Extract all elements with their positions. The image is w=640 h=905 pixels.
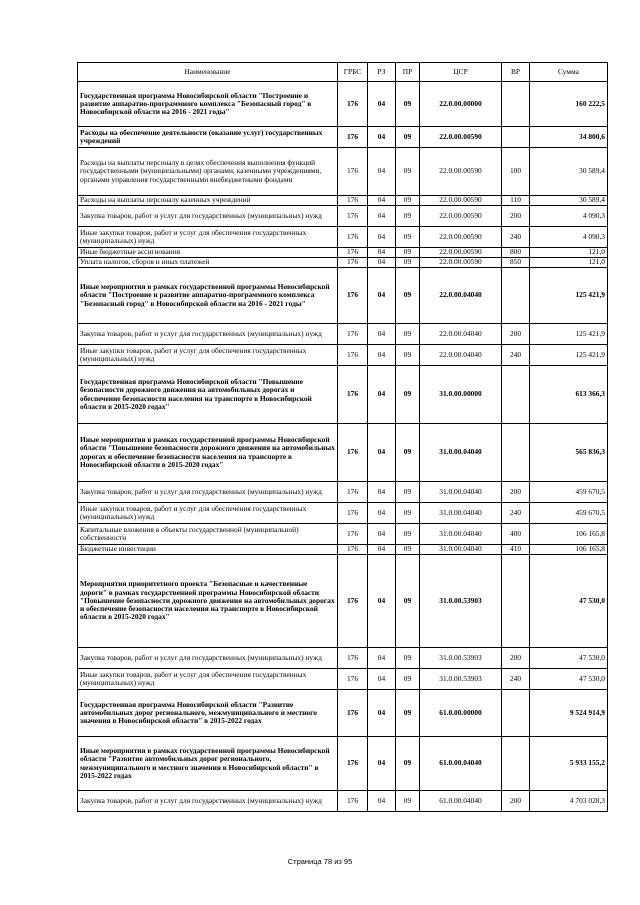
row-name-cell: Мероприятия приоритетного проекта "Безопасные и качественные дороги" в рамках государственной программы Новосибирской области "Повышение безопасности дорожного движения на автомобильных дорогах и обеспечение безопасности населения на транспорте в Новосибирской области в 2015-2020 годах" (78, 555, 338, 648)
row-csr-cell: 31.0.00.04040 (420, 482, 502, 503)
row-name-cell: Закупка товаров, работ и услуг для государственных (муниципальных) нужд (78, 482, 338, 503)
row-vr-cell: 110 (502, 196, 530, 206)
row-sum-cell: 125 421,9 (530, 268, 608, 324)
budget-table (77, 62, 608, 812)
row-vr-cell (502, 366, 530, 424)
row-csr-cell: 31.0.00.53903 (420, 555, 502, 648)
row-vr-cell: 410 (502, 545, 530, 555)
table-row (78, 366, 608, 424)
table-body (78, 82, 608, 812)
row-pr-cell: 09 (396, 268, 420, 324)
row-grbs-cell: 176 (338, 366, 368, 424)
row-name-cell: Иные закупки товаров, работ и услуг для обеспечения государственных (муниципальных) нужд (78, 503, 338, 524)
row-rz-cell: 04 (368, 690, 396, 737)
row-csr-cell: 22.0.00.00590 (420, 196, 502, 206)
row-vr-cell: 240 (502, 345, 530, 366)
row-name-cell: Иные мероприятия в рамках государственной программы Новосибирской области "Развитие автомобильных дорог регионального, межмуниципального и местного значения в Новосибирской области" в 2015-2022 годах (78, 737, 338, 791)
row-pr-cell: 09 (396, 690, 420, 737)
row-grbs-cell: 176 (338, 324, 368, 345)
row-grbs-cell: 176 (338, 482, 368, 503)
row-sum-cell: 30 589,4 (530, 196, 608, 206)
row-csr-cell: 22.0.00.04040 (420, 268, 502, 324)
row-rz-cell: 04 (368, 648, 396, 669)
row-rz-cell: 04 (368, 127, 396, 148)
row-sum-cell: 5 933 155,2 (530, 737, 608, 791)
row-rz-cell: 04 (368, 555, 396, 648)
row-vr-cell: 240 (502, 503, 530, 524)
row-vr-cell: 200 (502, 324, 530, 345)
row-grbs-cell: 176 (338, 227, 368, 248)
row-sum-cell: 106 165,8 (530, 545, 608, 555)
table-row (78, 258, 608, 268)
row-pr-cell: 09 (396, 82, 420, 127)
table-row (78, 424, 608, 482)
row-grbs-cell: 176 (338, 345, 368, 366)
row-rz-cell: 04 (368, 737, 396, 791)
table-row (78, 227, 608, 248)
row-sum-cell: 47 530,0 (530, 648, 608, 669)
row-pr-cell: 09 (396, 482, 420, 503)
header-pr: ПР (396, 63, 420, 82)
row-rz-cell: 04 (368, 791, 396, 812)
row-name-cell: Уплата налогов, сборов и иных платежей (78, 258, 338, 268)
row-pr-cell: 09 (396, 206, 420, 227)
row-grbs-cell: 176 (338, 268, 368, 324)
row-sum-cell: 106 165,8 (530, 524, 608, 545)
row-vr-cell: 200 (502, 206, 530, 227)
row-pr-cell: 09 (396, 791, 420, 812)
row-sum-cell: 47 530,0 (530, 669, 608, 690)
row-vr-cell: 850 (502, 258, 530, 268)
row-csr-cell: 22.0.00.04040 (420, 345, 502, 366)
row-rz-cell: 04 (368, 424, 396, 482)
row-pr-cell: 09 (396, 324, 420, 345)
row-sum-cell: 125 421,9 (530, 345, 608, 366)
row-csr-cell: 31.0.00.53903 (420, 648, 502, 669)
row-rz-cell: 04 (368, 545, 396, 555)
row-rz-cell: 04 (368, 345, 396, 366)
row-grbs-cell: 176 (338, 503, 368, 524)
row-csr-cell: 31.0.00.04040 (420, 503, 502, 524)
table-row (78, 555, 608, 648)
row-grbs-cell: 176 (338, 669, 368, 690)
row-sum-cell: 30 589,4 (530, 148, 608, 196)
table-row (78, 737, 608, 791)
row-rz-cell: 04 (368, 82, 396, 127)
row-rz-cell: 04 (368, 206, 396, 227)
row-vr-cell (502, 82, 530, 127)
row-grbs-cell: 176 (338, 148, 368, 196)
table-row (78, 482, 608, 503)
row-pr-cell: 09 (396, 196, 420, 206)
row-sum-cell: 34 800,6 (530, 127, 608, 148)
header-csr: ЦСР (420, 63, 502, 82)
row-csr-cell: 22.0.00.00590 (420, 148, 502, 196)
row-name-cell: Иные мероприятия в рамках государственной программы Новосибирской области "Повышение безопасности дорожного движения на автомобильных дорогах и обеспечение безопасности населения на транспорте в Новосибирской области в 2015-2020 годах" (78, 424, 338, 482)
table-header-row (78, 63, 608, 82)
header-grbs: ГРБС (338, 63, 368, 82)
row-vr-cell: 200 (502, 482, 530, 503)
row-grbs-cell: 176 (338, 524, 368, 545)
row-vr-cell (502, 737, 530, 791)
row-name-cell: Государственная программа Новосибирской области "Повышение безопасности дорожного движения на автомобильных дорогах и обеспечение безопасности населения на транспорте в Новосибирской области в 2015-2020 годах" (78, 366, 338, 424)
row-grbs-cell: 176 (338, 206, 368, 227)
row-pr-cell: 09 (396, 424, 420, 482)
row-grbs-cell: 176 (338, 82, 368, 127)
row-grbs-cell: 176 (338, 737, 368, 791)
row-rz-cell: 04 (368, 524, 396, 545)
row-grbs-cell: 176 (338, 196, 368, 206)
table-row (78, 196, 608, 206)
row-csr-cell: 61.0.00.04040 (420, 791, 502, 812)
table-row (78, 248, 608, 258)
row-rz-cell: 04 (368, 148, 396, 196)
row-sum-cell: 459 670,5 (530, 482, 608, 503)
row-name-cell: Капитальные вложения в объекты государственной (муниципальной) собственности (78, 524, 338, 545)
header-sum: Сумма (530, 63, 608, 82)
row-csr-cell: 31.0.00.53903 (420, 669, 502, 690)
row-name-cell: Иные мероприятия в рамках государственной программы Новосибирской области "Построение и развитие аппаратно-программного комплекса "Безопасный город" в Новосибирской области на 2016 - 2021 годы" (78, 268, 338, 324)
row-name-cell: Иные бюджетные ассигнования (78, 248, 338, 258)
row-pr-cell: 09 (396, 366, 420, 424)
row-name-cell: Расходы на обеспечение деятельности (оказание услуг) государственных учреждений (78, 127, 338, 148)
row-vr-cell: 200 (502, 648, 530, 669)
row-csr-cell: 61.0.00.04040 (420, 737, 502, 791)
row-name-cell: Иные закупки товаров, работ и услуг для обеспечения государственных (муниципальных) нужд (78, 669, 338, 690)
row-csr-cell: 22.0.00.00590 (420, 206, 502, 227)
row-vr-cell: 100 (502, 148, 530, 196)
row-vr-cell (502, 555, 530, 648)
row-name-cell: Государственная программа Новосибирской области "Построение и развитие аппаратно-программного комплекса "Безопасный город" в Новосибирской области на 2016 - 2021 годы" (78, 82, 338, 127)
row-rz-cell: 04 (368, 227, 396, 248)
row-csr-cell: 22.0.00.04040 (420, 324, 502, 345)
table-row (78, 345, 608, 366)
row-pr-cell: 09 (396, 648, 420, 669)
row-csr-cell: 31.0.00.00000 (420, 366, 502, 424)
row-vr-cell: 240 (502, 227, 530, 248)
row-pr-cell: 09 (396, 345, 420, 366)
row-sum-cell: 4 090,3 (530, 206, 608, 227)
row-pr-cell: 09 (396, 248, 420, 258)
row-pr-cell: 09 (396, 669, 420, 690)
header-vr: ВР (502, 63, 530, 82)
row-pr-cell: 09 (396, 227, 420, 248)
row-csr-cell: 22.0.00.00590 (420, 127, 502, 148)
row-name-cell: Иные закупки товаров, работ и услуг для обеспечения государственных (муниципальных) нужд (78, 227, 338, 248)
table-row (78, 791, 608, 812)
page-number: Страница 78 из 95 (287, 857, 353, 866)
table-row (78, 127, 608, 148)
row-sum-cell: 4 090,3 (530, 227, 608, 248)
row-csr-cell: 22.0.00.00590 (420, 227, 502, 248)
row-grbs-cell: 176 (338, 258, 368, 268)
row-csr-cell: 22.0.00.00590 (420, 248, 502, 258)
row-rz-cell: 04 (368, 248, 396, 258)
row-grbs-cell: 176 (338, 424, 368, 482)
row-grbs-cell: 176 (338, 690, 368, 737)
row-grbs-cell: 176 (338, 545, 368, 555)
row-name-cell: Государственная программа Новосибирской области "Развитие автомобильных дорог регионального, межмуниципального и местного значения в Новосибирской области" в 2015-2022 годах (78, 690, 338, 737)
row-vr-cell (502, 268, 530, 324)
row-vr-cell (502, 690, 530, 737)
row-csr-cell: 22.0.00.00590 (420, 258, 502, 268)
row-pr-cell: 09 (396, 737, 420, 791)
row-name-cell: Закупка товаров, работ и услуг для государственных (муниципальных) нужд (78, 206, 338, 227)
table-row (78, 148, 608, 196)
row-sum-cell: 565 836,3 (530, 424, 608, 482)
row-name-cell: Расходы на выплаты персоналу в целях обеспечения выполнения функций государственными (муниципальными) органами, казенными учреждениями, органами управления государственными внебюджетными фондами (78, 148, 338, 196)
row-sum-cell: 125 421,9 (530, 324, 608, 345)
table-row (78, 503, 608, 524)
row-rz-cell: 04 (368, 366, 396, 424)
header-rz: РЗ (368, 63, 396, 82)
row-grbs-cell: 176 (338, 127, 368, 148)
row-rz-cell: 04 (368, 503, 396, 524)
row-pr-cell: 09 (396, 555, 420, 648)
row-vr-cell: 800 (502, 248, 530, 258)
row-sum-cell: 613 366,3 (530, 366, 608, 424)
row-sum-cell: 160 222,5 (530, 82, 608, 127)
row-name-cell: Закупка товаров, работ и услуг для государственных (муниципальных) нужд (78, 791, 338, 812)
row-grbs-cell: 176 (338, 555, 368, 648)
table-row (78, 268, 608, 324)
header-name: Наименование (78, 63, 338, 82)
row-name-cell: Закупка товаров, работ и услуг для государственных (муниципальных) нужд (78, 324, 338, 345)
row-name-cell: Иные закупки товаров, работ и услуг для обеспечения государственных (муниципальных) нужд (78, 345, 338, 366)
row-rz-cell: 04 (368, 268, 396, 324)
row-csr-cell: 22.0.00.00000 (420, 82, 502, 127)
table-row (78, 82, 608, 127)
table-row (78, 648, 608, 669)
row-vr-cell: 400 (502, 524, 530, 545)
row-grbs-cell: 176 (338, 248, 368, 258)
row-csr-cell: 31.0.00.04040 (420, 545, 502, 555)
row-csr-cell: 31.0.00.04040 (420, 424, 502, 482)
table-row (78, 324, 608, 345)
table-row (78, 690, 608, 737)
row-name-cell: Закупка товаров, работ и услуг для государственных (муниципальных) нужд (78, 648, 338, 669)
row-pr-cell: 09 (396, 545, 420, 555)
table-row (78, 545, 608, 555)
row-vr-cell: 240 (502, 669, 530, 690)
row-vr-cell (502, 127, 530, 148)
row-csr-cell: 31.0.00.04040 (420, 524, 502, 545)
row-rz-cell: 04 (368, 258, 396, 268)
row-vr-cell (502, 424, 530, 482)
row-rz-cell: 04 (368, 324, 396, 345)
row-sum-cell: 47 530,0 (530, 555, 608, 648)
row-sum-cell: 121,0 (530, 248, 608, 258)
row-pr-cell: 09 (396, 127, 420, 148)
row-vr-cell: 200 (502, 791, 530, 812)
row-sum-cell: 459 670,5 (530, 503, 608, 524)
row-pr-cell: 09 (396, 524, 420, 545)
row-sum-cell: 121,0 (530, 258, 608, 268)
row-rz-cell: 04 (368, 482, 396, 503)
row-name-cell: Бюджетные инвестиции (78, 545, 338, 555)
row-pr-cell: 09 (396, 258, 420, 268)
row-grbs-cell: 176 (338, 648, 368, 669)
row-grbs-cell: 176 (338, 791, 368, 812)
table-row (78, 206, 608, 227)
table-row (78, 669, 608, 690)
row-name-cell: Расходы на выплаты персоналу казенных учреждений (78, 196, 338, 206)
row-rz-cell: 04 (368, 196, 396, 206)
row-sum-cell: 4 703 028,3 (530, 791, 608, 812)
row-csr-cell: 61.0.00.00000 (420, 690, 502, 737)
row-pr-cell: 09 (396, 503, 420, 524)
row-pr-cell: 09 (396, 148, 420, 196)
row-sum-cell: 9 524 914,9 (530, 690, 608, 737)
table-row (78, 524, 608, 545)
row-rz-cell: 04 (368, 669, 396, 690)
